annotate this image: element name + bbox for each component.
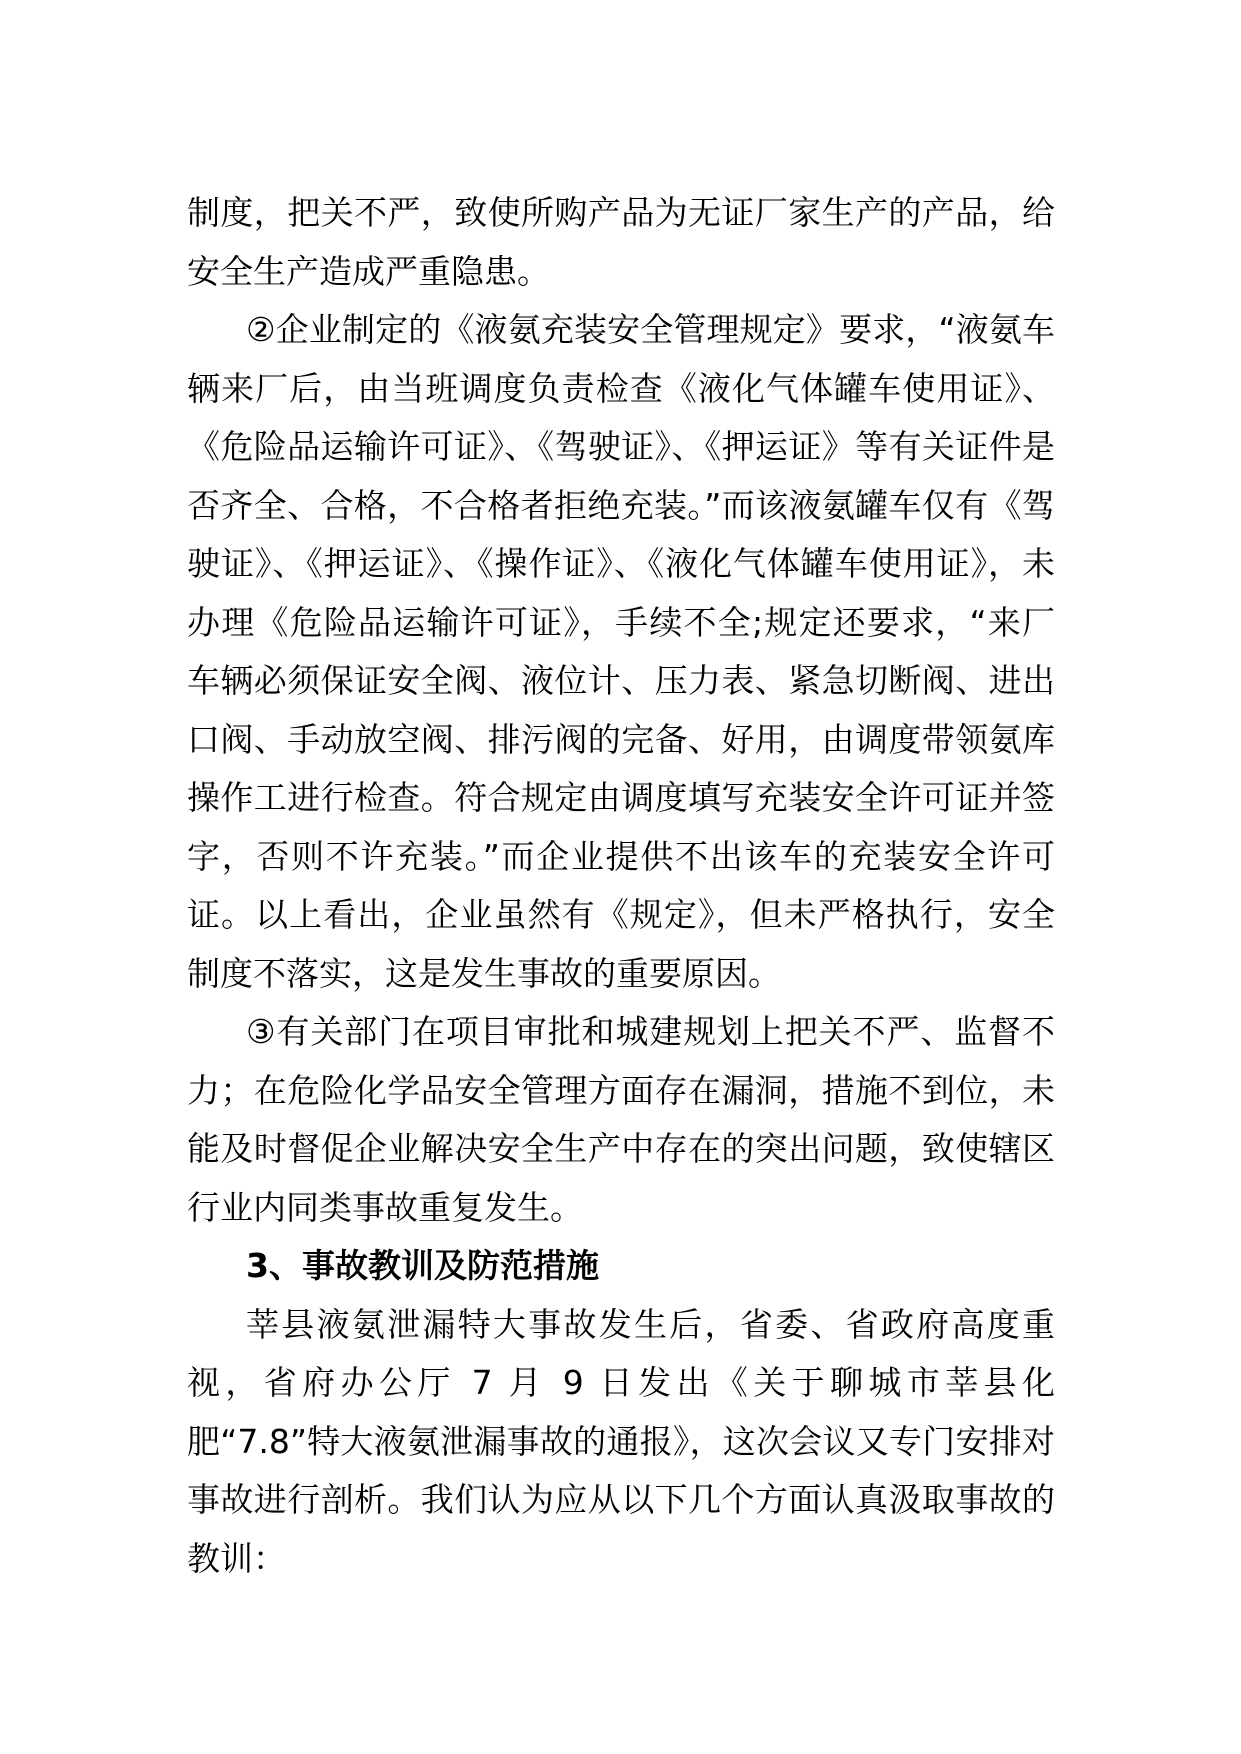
paragraph-item-3: ③有关部门在项目审批和城建规划上把关不严、监督不力；在危险化学品安全管理方面存在漏洞，措施不到位，未能及时督促企业解决安全生产中存在的突出问题，致使辖区行业内同类事故重复发生。 (187, 1012, 1055, 1227)
document-body (187, 184, 1055, 1588)
section-heading: 3、事故教训及防范措施 (246, 1246, 599, 1285)
paragraph-item-2: ②企业制定的《液氨充装安全管理规定》要求，“液氨车辆来厂后，由当班调度负责检查《液化气体罐车使用证》、《危险品运输许可证》、《驾驶证》、《押运证》等有关证件是否齐全、合格，不合格者拒绝充装。”而该液氨罐车仅有《驾驶证》、《押运证》、《操作证》、《液化气体罐车使用证》，未办理《危险品运输许可证》，手续不全;规定还要求，“来厂车辆必须保证安全阀、液位计、压力表、紧急切断阀、进出口阀、手动放空阀、排污阀的完备、好用，由调度带领氨库操作工进行检查。符合规定由调度填写充装安全许可证并签字，否则不许充装。”而企业提供不出该车的充装安全许可证。以上看出，企业虽然有《规定》，但未严格执行，安全制度不落实，这是发生事故的重要原因。 (187, 310, 1055, 993)
paragraph-section-intro: 莘县液氨泄漏特大事故发生后，省委、省政府高度重视，省府办公厅 7 月 9 日发出《关于聊城市莘县化肥“7.8”特大液氨泄漏事故的通报》，这次会议又专门安排对事故进行剖析。我们认为应从以下几个方面认真汲取事故的教训： (187, 1304, 1055, 1578)
paragraph-continuation: 制度，把关不严，致使所购产品为无证厂家生产的产品，给安全生产造成严重隐患。 (187, 193, 1055, 291)
